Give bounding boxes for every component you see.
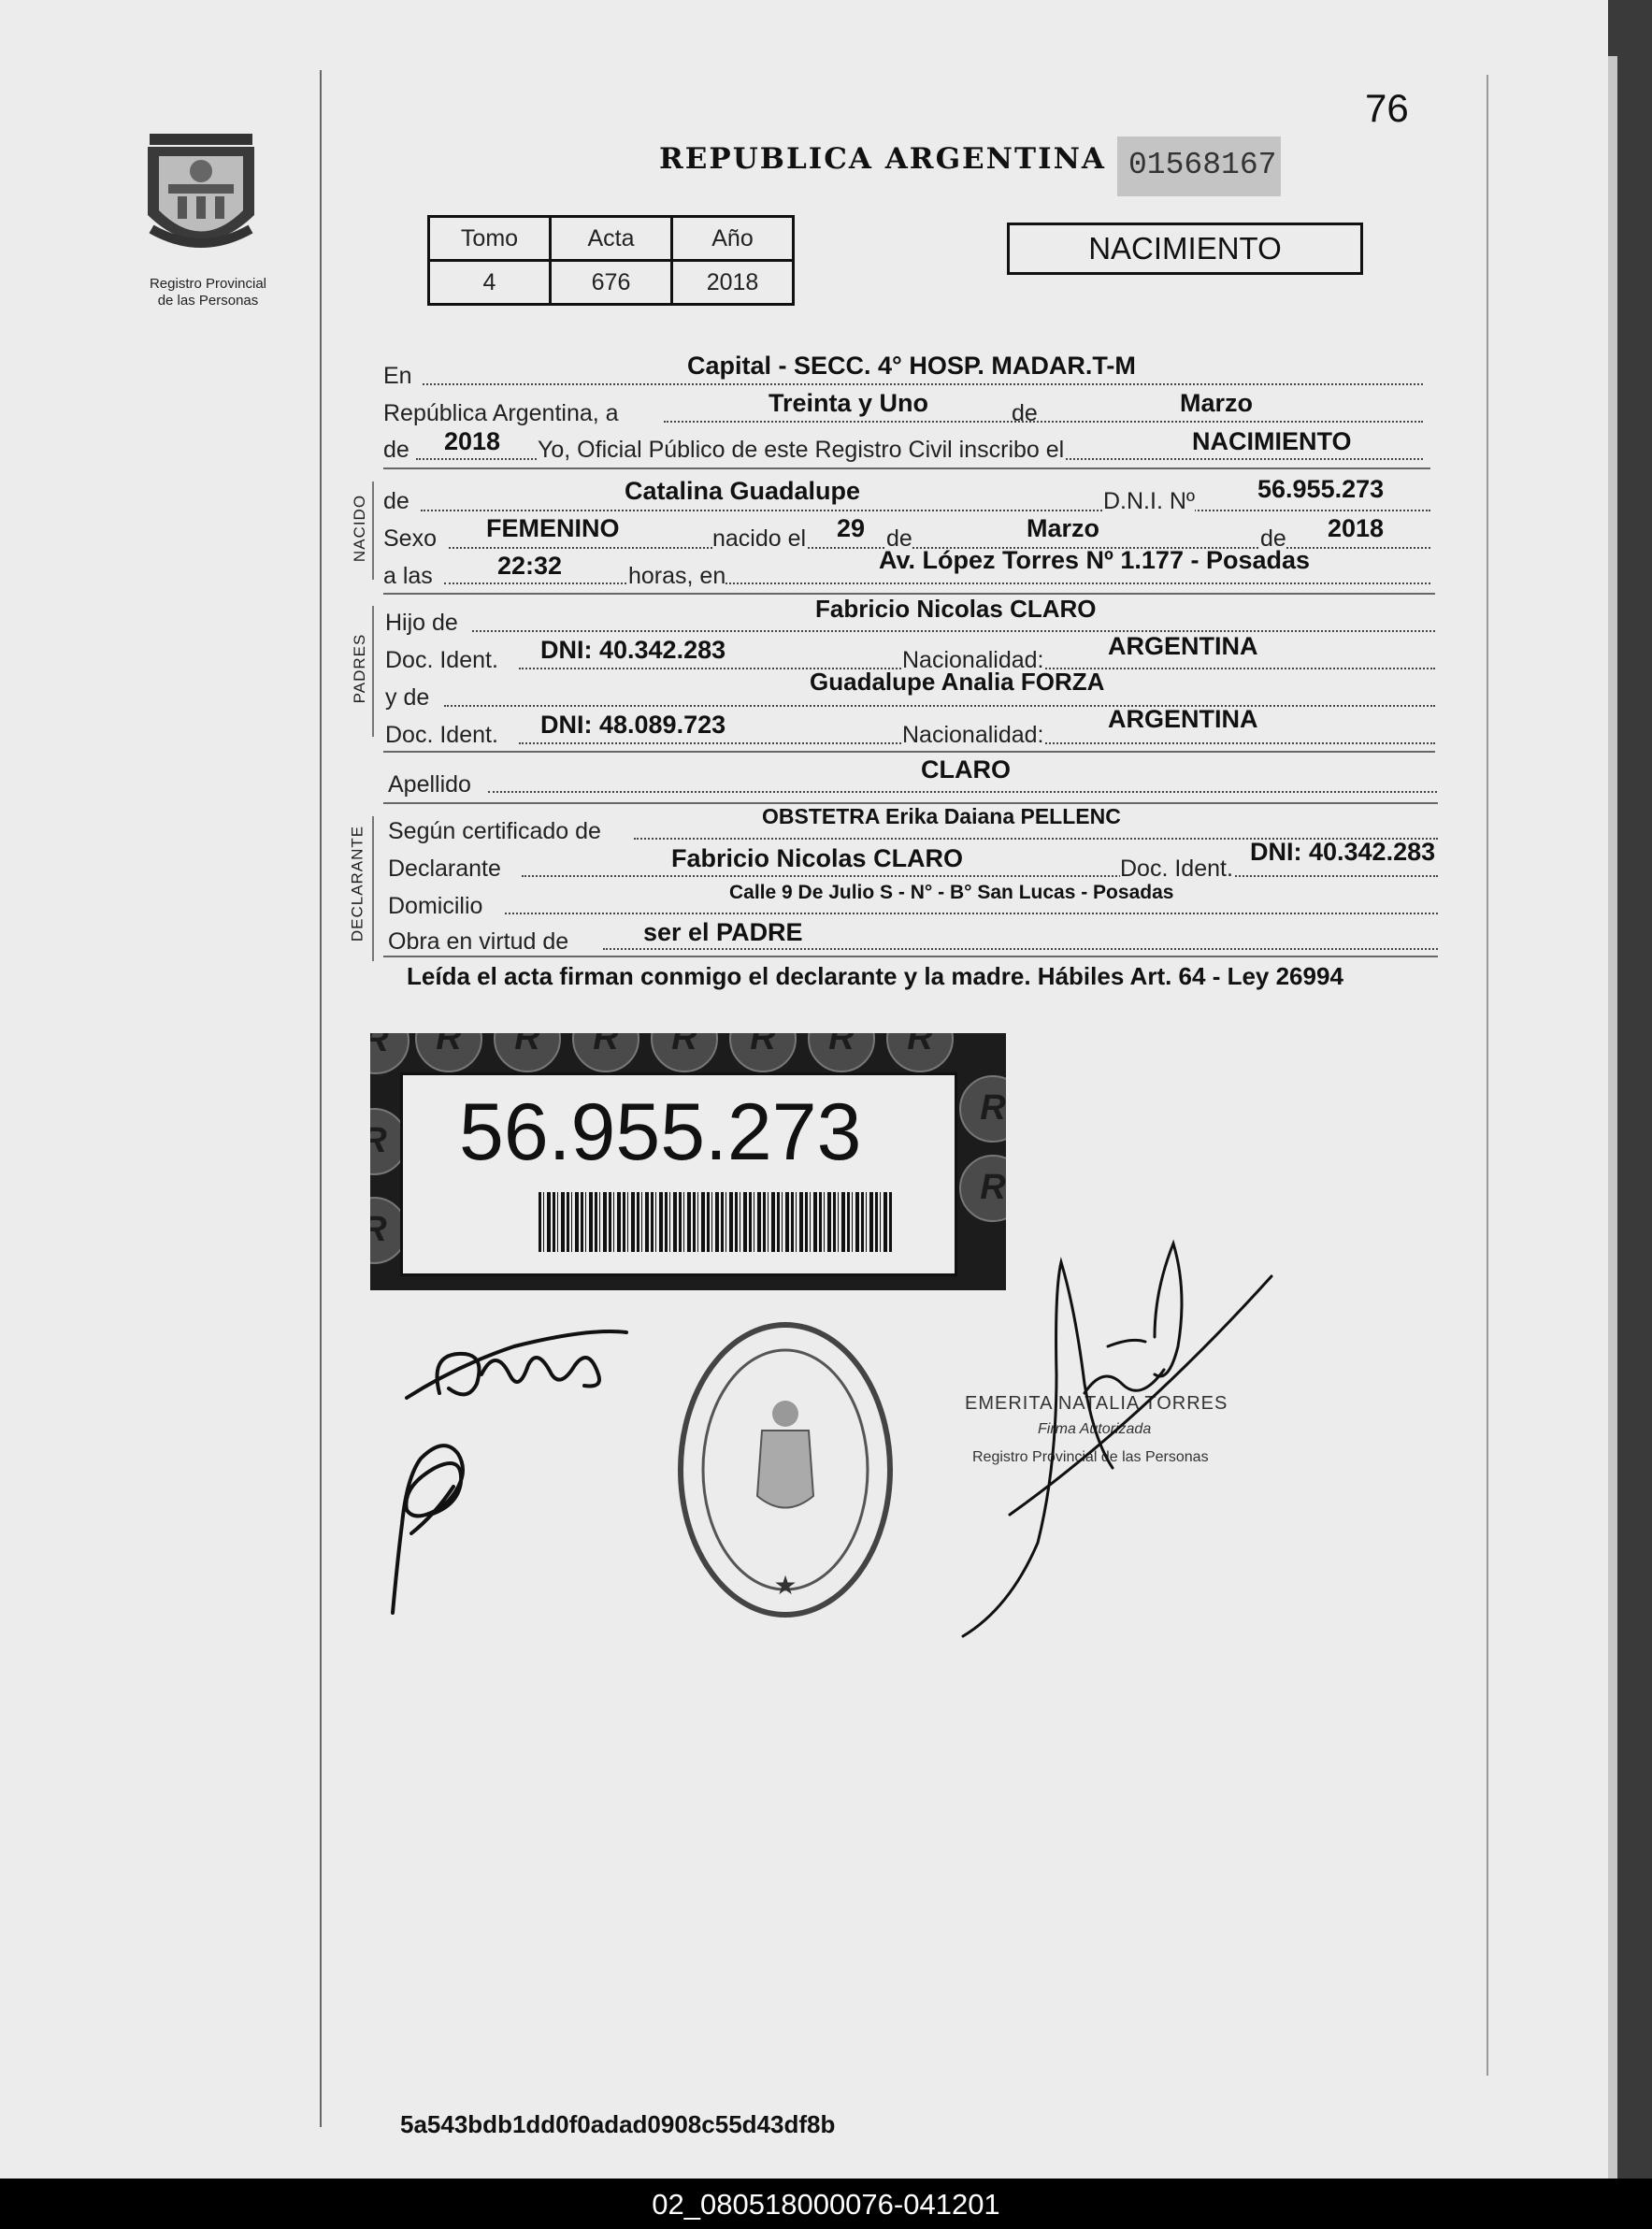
provincial-registry-logo-icon: [131, 126, 271, 266]
declarante-section-label: DECLARANTE: [348, 825, 366, 942]
footer-bar: [0, 2179, 1652, 2229]
doc-label: Doc. Ident.: [385, 722, 498, 748]
dotted-line: [444, 705, 1435, 707]
nacionalidad-label: Nacionalidad:: [902, 647, 1044, 673]
republica-label: República Argentina, a: [383, 400, 619, 426]
dotted-line: [522, 875, 1438, 877]
logo-caption: [131, 276, 285, 309]
declarant-address: Calle 9 De Julio S - N° - B° San Lucas - Posadas: [729, 882, 1174, 903]
surname: CLARO: [921, 755, 1011, 784]
doc-label: Doc. Ident.: [385, 647, 498, 673]
svg-text:★: ★: [773, 1570, 797, 1601]
barcode-icon: [539, 1192, 894, 1252]
dotted-line: [505, 913, 1438, 914]
table-header: Año: [672, 217, 794, 261]
father-doc: DNI: 40.342.283: [540, 636, 726, 664]
section-divider: [383, 751, 1435, 753]
dotted-line: [421, 510, 1430, 511]
mother-signature-icon: [379, 1421, 481, 1618]
domicilio-label: Domicilio: [388, 893, 483, 919]
en-label: En: [383, 363, 412, 389]
table-cell: 2018: [672, 261, 794, 305]
registry-month: Marzo: [1180, 389, 1254, 417]
child-dni: 56.955.273: [1257, 475, 1385, 503]
sticker-pattern-icon: [729, 1033, 797, 1072]
nacido-label: nacido el: [712, 525, 807, 552]
doc-label: Doc. Ident.: [1120, 856, 1233, 882]
dni-label: D.N.I. Nº: [1103, 488, 1196, 514]
dotted-line: [423, 383, 1423, 385]
declarant-name: Fabricio Nicolas CLARO: [671, 844, 964, 872]
sticker-pattern-icon: [370, 1033, 409, 1074]
official-name: EMERITA NATALIA TORRES: [965, 1393, 1228, 1414]
official-seal-icon: [673, 1318, 898, 1622]
sticker-pattern-icon: [959, 1075, 1006, 1143]
table-cell: 676: [551, 261, 672, 305]
child-sex: FEMENINO: [486, 514, 620, 542]
de-label: de: [886, 525, 912, 552]
table-header: Acta: [551, 217, 672, 261]
table-cell: 4: [429, 261, 551, 305]
sticker-pattern-icon: [959, 1155, 1006, 1222]
section-divider: [383, 956, 1438, 957]
registry-year: 2018: [444, 427, 501, 455]
serial-number-box: [1117, 137, 1281, 196]
dotted-line: [444, 582, 1430, 584]
act-type-box: NACIMIENTO: [1007, 223, 1363, 275]
section-bracket: [372, 606, 374, 737]
birth-year: 2018: [1328, 514, 1385, 542]
de-label: de: [383, 488, 409, 514]
closing-note: Leída el acta firman conmigo el declarante y la madre. Hábiles Art. 64 - Ley 26994: [407, 962, 1343, 990]
yde-label: y de: [385, 684, 430, 711]
section-divider: [383, 467, 1430, 469]
id-sticker: [370, 1033, 1006, 1290]
declarant-signature-icon: [402, 1309, 636, 1412]
left-margin-line: [320, 70, 322, 2127]
sticker-pattern-icon: [572, 1033, 639, 1072]
dotted-line: [664, 421, 1423, 423]
obra-label: Obra en virtud de: [388, 928, 569, 955]
alas-label: a las: [383, 563, 433, 589]
birth-month: Marzo: [1027, 514, 1100, 542]
cert-label: Según certificado de: [388, 818, 601, 844]
sticker-label: [400, 1072, 957, 1276]
birth-place: Av. López Torres Nº 1.177 - Posadas: [879, 546, 1311, 574]
logo-caption-line-2: de las Personas: [157, 293, 259, 309]
certifier: OBSTETRA Erika Daiana PELLENC: [762, 804, 1121, 828]
declarante-label: Declarante: [388, 856, 501, 882]
de-label: de: [1260, 525, 1286, 552]
nacido-section-label: NACIDO: [351, 494, 368, 563]
mother-name: Guadalupe Analia FORZA: [810, 668, 1105, 696]
official-office: Registro Provincial de las Personas: [972, 1449, 1209, 1465]
day-words: Treinta y Uno: [769, 389, 929, 417]
section-bracket: [372, 482, 374, 580]
apellido-label: Apellido: [388, 771, 471, 798]
father-nationality: ARGENTINA: [1108, 632, 1258, 660]
horas-label: horas, en: [628, 563, 726, 589]
mother-nationality: ARGENTINA: [1108, 705, 1258, 733]
declarant-reason: ser el PADRE: [643, 918, 803, 946]
nacionalidad-label: Nacionalidad:: [902, 722, 1044, 748]
record-table: [427, 215, 795, 306]
birth-day: 29: [837, 514, 866, 542]
mother-doc: DNI: 48.089.723: [540, 711, 726, 739]
page-number: 76: [1365, 86, 1409, 130]
dotted-line: [603, 948, 1438, 950]
section-bracket: [372, 816, 374, 961]
registry-place: Capital - SECC. 4° HOSP. MADAR.T-M: [687, 352, 1136, 380]
table-header: Tomo: [429, 217, 551, 261]
logo-caption-line-1: Registro Provincial: [149, 276, 267, 292]
right-margin-line: [1487, 75, 1488, 2076]
country-title: REPUBLICA ARGENTINA: [659, 142, 1106, 176]
declarant-doc: DNI: 40.342.283: [1250, 838, 1436, 866]
official-signature-icon: [954, 1234, 1290, 1646]
sticker-pattern-icon: [808, 1033, 875, 1072]
sticker-pattern-icon: [886, 1033, 954, 1072]
serial-number: 01568167: [1128, 148, 1277, 182]
dotted-line: [472, 630, 1435, 632]
sticker-dni-number: 56.955.273: [459, 1087, 862, 1177]
footer-filename: 02_080518000076-041201: [652, 2188, 1000, 2221]
birth-time: 22:32: [497, 552, 563, 580]
officer-text: Yo, Oficial Público de este Registro Civil inscribo el: [538, 437, 1065, 463]
child-name: Catalina Guadalupe: [625, 477, 861, 505]
document-hash: 5a543bdb1dd0f0adad0908c55d43df8b: [400, 2110, 836, 2138]
sticker-pattern-icon: [494, 1033, 561, 1072]
sticker-pattern-icon: [415, 1033, 482, 1072]
hijo-label: Hijo de: [385, 610, 458, 636]
padres-section-label: PADRES: [351, 633, 368, 704]
de-label: de: [383, 437, 409, 463]
official-role: Firma Autorizada: [1038, 1421, 1152, 1437]
act-word: NACIMIENTO: [1192, 427, 1352, 455]
sticker-pattern-icon: [651, 1033, 718, 1072]
dotted-line: [488, 791, 1437, 793]
father-name: Fabricio Nicolas CLARO: [815, 595, 1097, 623]
de-label: de: [1012, 400, 1038, 426]
sexo-label: Sexo: [383, 525, 437, 552]
